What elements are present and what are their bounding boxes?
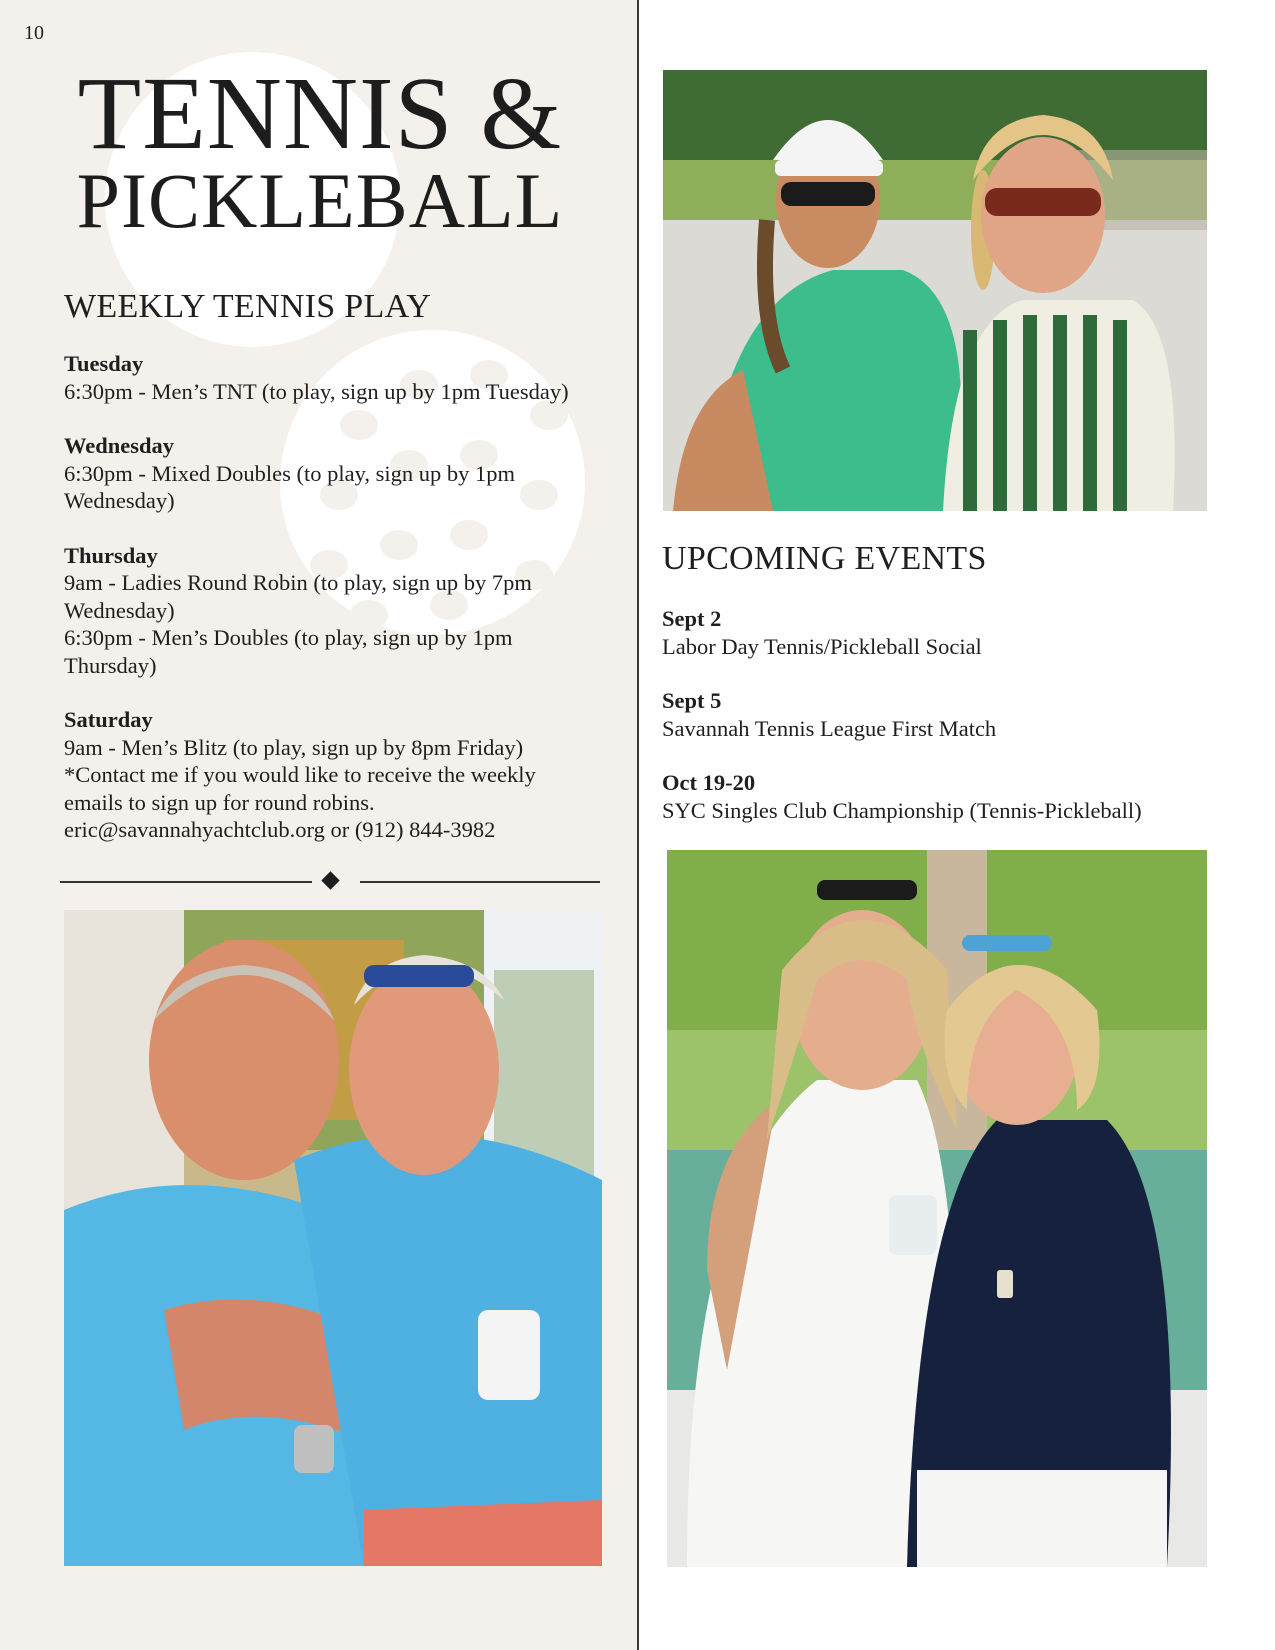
day-name: Saturday	[64, 707, 153, 732]
upcoming-events-heading: UPCOMING EVENTS	[662, 540, 987, 577]
schedule-day-wednesday	[64, 432, 624, 515]
weekly-tennis-heading: WEEKLY TENNIS PLAY	[64, 288, 432, 325]
divider-line	[360, 881, 600, 883]
schedule-line: Thursday)	[64, 652, 157, 678]
schedule-line: Wednesday)	[64, 597, 175, 623]
contact-note: *Contact me if you would like to receive the weekly	[64, 762, 536, 787]
schedule-line: Wednesday)	[64, 488, 175, 513]
photo-two-women-top	[663, 70, 1207, 511]
event-date: Sept 5	[662, 688, 722, 713]
page-number: 10	[24, 22, 44, 44]
contact-info: eric@savannahyachtclub.org or (912) 844-3982	[64, 817, 496, 842]
event-item	[662, 687, 1222, 742]
day-name: Tuesday	[64, 351, 144, 376]
schedule-day-tuesday	[64, 350, 624, 405]
event-date: Sept 2	[662, 606, 722, 631]
event-name: SYC Singles Club Championship (Tennis-Pickleball)	[662, 797, 1142, 823]
photo-two-women-bottom	[667, 850, 1207, 1567]
day-name: Thursday	[64, 542, 158, 568]
weekly-schedule	[64, 350, 624, 871]
event-name: Labor Day Tennis/Pickleball Social	[662, 633, 982, 659]
event-date: Oct 19-20	[662, 770, 756, 795]
column-divider	[637, 0, 639, 1650]
schedule-line: 6:30pm - Men’s Doubles (to play, sign up by 1pm	[64, 625, 513, 650]
schedule-line: 6:30pm - Mixed Doubles (to play, sign up by 1pm	[64, 460, 516, 486]
ornamental-divider	[60, 872, 600, 892]
page-title-line-1: TENNIS &	[77, 56, 563, 171]
event-name: Savannah Tennis League First Match	[662, 715, 997, 741]
schedule-line: 9am - Men’s Blitz (to play, sign up by 8pm Friday)	[64, 734, 524, 760]
diamond-icon	[321, 871, 339, 889]
schedule-line: 6:30pm - Men’s TNT (to play, sign up by 1pm Tuesday)	[64, 378, 569, 404]
day-name: Wednesday	[64, 433, 175, 458]
event-item	[662, 769, 1222, 824]
schedule-day-saturday	[64, 706, 624, 844]
schedule-line: 9am - Ladies Round Robin (to play, sign up by 7pm	[64, 570, 532, 595]
contact-note: emails to sign up for round robins.	[64, 789, 375, 815]
divider-line	[60, 881, 312, 883]
schedule-day-thursday	[64, 542, 624, 680]
page-title-line-2: PICKLEBALL	[76, 157, 564, 244]
photo-two-men	[64, 910, 602, 1566]
event-item	[662, 605, 1222, 660]
upcoming-events-list	[662, 605, 1222, 851]
